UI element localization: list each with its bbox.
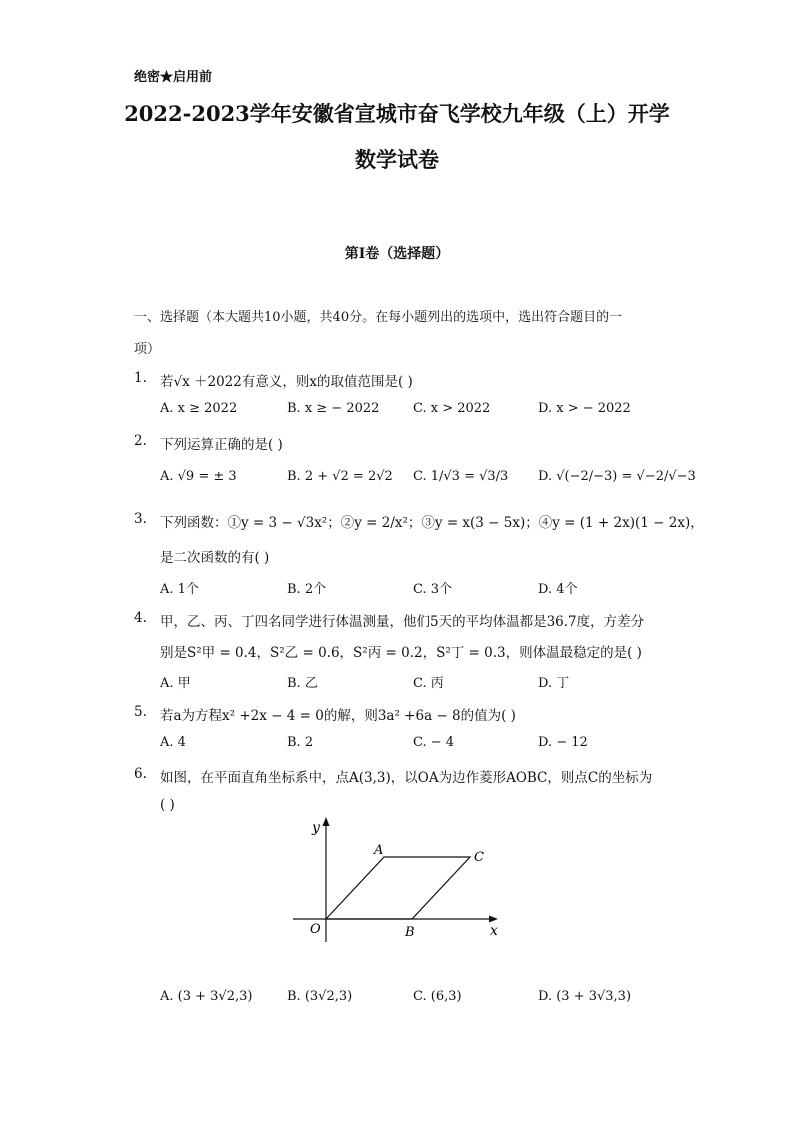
question-6-option-c: C. (6,3) (413, 989, 462, 1004)
question-4-number: 4. (134, 610, 147, 626)
question-6-text-line2: ( ) (160, 797, 175, 813)
question-2-text: 下列运算正确的是( ) (160, 437, 283, 453)
x-axis-label: x (490, 923, 498, 939)
question-3-option-b: B. 2个 (287, 582, 327, 597)
point-b-label: B (405, 925, 415, 940)
question-6-option-b: B. (3√2,3) (287, 989, 353, 1004)
question-4-option-d: D. 丁 (538, 676, 570, 691)
question-6-option-d: D. (3 + 3√3,3) (538, 989, 632, 1004)
rhombus-coordinate-figure (285, 812, 510, 947)
exam-title-line1: 2022-2023学年安徽省宣城市奋飞学校九年级（上）开学 (124, 101, 670, 126)
question-5-option-c: C. − 4 (413, 735, 455, 750)
question-4-option-c: C. 丙 (413, 676, 444, 691)
question-2-option-c: C. 1/√3 = √3/3 (413, 469, 509, 484)
x-axis-arrow (489, 916, 498, 923)
question-5-option-d: D. − 12 (538, 735, 588, 750)
origin-label: O (310, 922, 321, 937)
rhombus-aobc (326, 857, 470, 919)
question-1-option-c: C. x > 2022 (413, 401, 491, 416)
question-4-option-a: A. 甲 (160, 676, 191, 691)
question-3-number: 3. (134, 511, 147, 527)
point-a-label: A (374, 843, 384, 858)
question-4-text: 甲，乙、丙、丁四名同学进行体温测量，他们5天的平均体温都是36.7度，方差分 (160, 614, 645, 630)
y-axis-label: y (312, 820, 320, 836)
volume-heading: 第I卷（选择题） (344, 246, 450, 262)
y-axis-arrow (323, 817, 330, 826)
question-2-option-b: B. 2 + √2 = 2√2 (287, 469, 393, 484)
section-instructions-line2: 项） (134, 342, 161, 357)
question-5-text: 若a为方程x² +2x − 4 = 0的解，则3a² +6a − 8的值为( ) (160, 708, 516, 724)
question-1-option-d: D. x > − 2022 (538, 401, 631, 416)
question-4-text-line2: 别是S²甲 = 0.4，S²乙 = 0.6，S²丙 = 0.2，S²丁 = 0.3，则体温最稳定的是( ) (160, 645, 642, 661)
question-3-text-line2: 是二次函数的有( ) (160, 550, 270, 566)
question-3-text: 下列函数：①y = 3 − √3x²；②y = 2/x²；③y = x(3 − 5x)；④y = (1 + 2x)(1 − 2x)， (160, 515, 704, 531)
question-6-number: 6. (134, 766, 147, 782)
secret-mark: 绝密★启用前 (134, 70, 213, 85)
question-5-number: 5. (134, 704, 147, 720)
question-6-text: 如图，在平面直角坐标系中，点A(3,3)，以OA为边作菱形AOBC，则点C的坐标为 (160, 770, 653, 786)
question-2-number: 2. (134, 433, 147, 449)
question-2-option-a: A. √9 = ± 3 (160, 469, 237, 484)
question-5-option-a: A. 4 (160, 735, 186, 750)
question-1-number: 1. (134, 370, 147, 386)
question-1-option-b: B. x ≥ − 2022 (287, 401, 380, 416)
question-1-text: 若√x ＋2022有意义，则x的取值范围是( ) (160, 374, 413, 390)
question-4-option-b: B. 乙 (287, 676, 318, 691)
question-2-option-d: D. √(−2/−3) = √−2/√−3 (538, 469, 696, 484)
question-3-option-a: A. 1个 (160, 582, 199, 597)
question-5-option-b: B. 2 (287, 735, 314, 750)
point-c-label: C (474, 850, 484, 865)
question-3-option-c: C. 3个 (413, 582, 453, 597)
exam-title-line2: 数学试卷 (355, 147, 439, 172)
section-instructions-line1: 一、选择题（本大题共10小题，共40分。在每小题列出的选项中，选出符合题目的一 (134, 310, 623, 325)
question-6-option-a: A. (3 + 3√2,3) (160, 989, 253, 1004)
question-3-option-d: D. 4个 (538, 582, 578, 597)
question-1-option-a: A. x ≥ 2022 (160, 401, 238, 416)
